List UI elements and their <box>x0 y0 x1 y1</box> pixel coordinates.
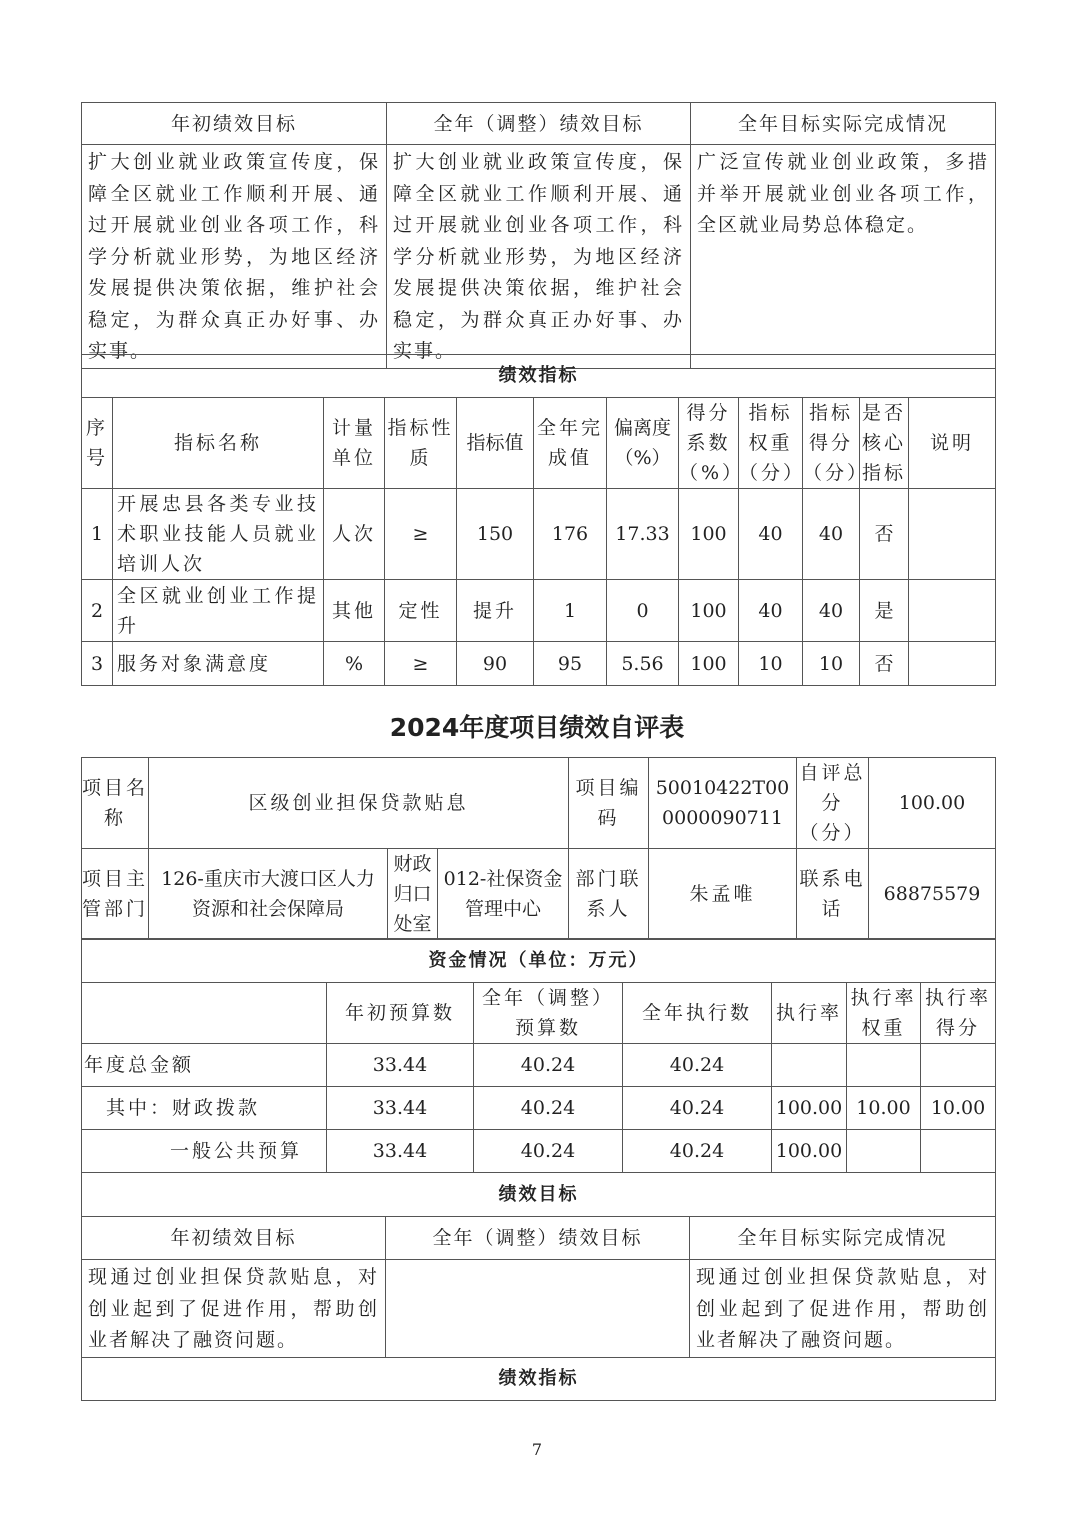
funds-row-rate <box>772 1044 847 1087</box>
row-target: 提升 <box>457 580 534 642</box>
goal-initial-text: 扩大创业就业政策宣传度，保障全区就业工作顺利开展、通过开展就业创业各项工作，科学分析就业形势，为地区经济发展提供决策依据，维护社会稳定，为群众真正办好事、办实事。 <box>82 145 387 369</box>
office-value: 012-社保资金管理中心 <box>438 849 569 940</box>
project-code-label: 项目编码 <box>569 758 649 849</box>
row-note <box>909 642 996 686</box>
row-name: 全区就业创业工作提升 <box>113 580 324 642</box>
funds-row-score: 10.00 <box>921 1087 996 1130</box>
dept-label: 项目主管部门 <box>82 849 149 940</box>
funds-header-blank <box>82 983 327 1044</box>
row-target: 90 <box>457 642 534 686</box>
row-unit: 其他 <box>324 580 385 642</box>
project-code: 50010422T000000090711 <box>649 758 797 849</box>
row-seq: 3 <box>82 642 113 686</box>
funds-row-executed: 40.24 <box>623 1087 772 1130</box>
self-eval-total-label: 自评总分（分） <box>797 758 869 849</box>
funds-row-label: 其中：财政拨款 <box>82 1087 327 1130</box>
phone-value: 68875579 <box>869 849 996 940</box>
project-name: 区级创业担保贷款贴息 <box>149 758 569 849</box>
funds-row-initial: 33.44 <box>327 1130 474 1173</box>
row-weight: 10 <box>739 642 803 686</box>
col-header-unit: 计量单位 <box>324 398 385 489</box>
col-header-name: 指标名称 <box>113 398 324 489</box>
row-name: 开展忠县各类专业技术职业技能人员就业培训人次 <box>113 489 324 580</box>
bottom-goals-table <box>81 1172 996 1401</box>
contact-label: 部门联系人 <box>569 849 649 940</box>
row-actual: 176 <box>534 489 607 580</box>
funds-row-initial: 33.44 <box>327 1044 474 1087</box>
funds-header-initial: 年初预算数 <box>327 983 474 1044</box>
funds-row-score <box>921 1130 996 1173</box>
goal-header-adjusted: 全年（调整）绩效目标 <box>386 1217 690 1260</box>
goal-actual-text: 现通过创业担保贷款贴息，对创业起到了促进作用，帮助创业者解决了融资问题。 <box>690 1260 996 1358</box>
row-nature: 定性 <box>385 580 457 642</box>
row-actual: 95 <box>534 642 607 686</box>
top-goals-table <box>81 102 996 369</box>
goal-header-adjusted: 全年（调整）绩效目标 <box>387 103 691 145</box>
goal-header-initial: 年初绩效目标 <box>82 103 387 145</box>
table-row <box>82 580 996 642</box>
row-weight: 40 <box>739 580 803 642</box>
funds-row-rate: 100.00 <box>772 1130 847 1173</box>
goals-section-title: 绩效目标 <box>82 1173 996 1217</box>
funds-row-rate: 100.00 <box>772 1087 847 1130</box>
funds-section-title: 资金情况（单位：万元） <box>82 939 996 983</box>
funds-row-adjusted: 40.24 <box>474 1087 623 1130</box>
col-header-deviation: 偏离度（%） <box>607 398 679 489</box>
row-coef: 100 <box>679 642 739 686</box>
funds-row-adjusted: 40.24 <box>474 1044 623 1087</box>
col-header-nature: 指标性质 <box>385 398 457 489</box>
row-weight: 40 <box>739 489 803 580</box>
row-unit: % <box>324 642 385 686</box>
col-header-note: 说明 <box>909 398 996 489</box>
table-row <box>82 489 996 580</box>
row-actual: 1 <box>534 580 607 642</box>
table-row <box>82 1044 996 1087</box>
row-nature: ≥ <box>385 642 457 686</box>
row-seq: 1 <box>82 489 113 580</box>
goal-header-actual: 全年目标实际完成情况 <box>690 1217 996 1260</box>
col-header-score: 指标得分（分） <box>803 398 860 489</box>
funds-row-adjusted: 40.24 <box>474 1130 623 1173</box>
funds-header-adjusted: 全年（调整）预算数 <box>474 983 623 1044</box>
goal-adjusted-text <box>386 1260 690 1358</box>
row-deviation: 0 <box>607 580 679 642</box>
goal-header-actual: 全年目标实际完成情况 <box>691 103 996 145</box>
row-unit: 人次 <box>324 489 385 580</box>
funds-header-executed: 全年执行数 <box>623 983 772 1044</box>
funds-row-label: 一般公共预算 <box>82 1130 327 1173</box>
table-row <box>82 642 996 686</box>
funds-table <box>81 938 996 1173</box>
funds-row-score <box>921 1044 996 1087</box>
funds-header-score: 执行率得分 <box>921 983 996 1044</box>
contact-value: 朱孟唯 <box>649 849 797 940</box>
row-deviation: 17.33 <box>607 489 679 580</box>
funds-row-label: 年度总金额 <box>82 1044 327 1087</box>
goal-adjusted-text: 扩大创业就业政策宣传度，保障全区就业工作顺利开展、通过开展就业创业各项工作，科学分析就业形势，为地区经济发展提供决策依据，维护社会稳定，为群众真正办好事、办实事。 <box>387 145 691 369</box>
funds-header-weight: 执行率权重 <box>847 983 921 1044</box>
col-header-actual: 全年完成值 <box>534 398 607 489</box>
funds-header-rate: 执行率 <box>772 983 847 1044</box>
col-header-target: 指标值 <box>457 398 534 489</box>
row-seq: 2 <box>82 580 113 642</box>
project-name-label: 项目名称 <box>82 758 149 849</box>
funds-row-executed: 40.24 <box>623 1130 772 1173</box>
self-eval-total: 100.00 <box>869 758 996 849</box>
row-score: 40 <box>803 489 860 580</box>
phone-label: 联系电话 <box>797 849 869 940</box>
row-name: 服务对象满意度 <box>113 642 324 686</box>
office-label: 财政归口处室 <box>388 849 438 940</box>
row-score: 10 <box>803 642 860 686</box>
row-note <box>909 580 996 642</box>
row-note <box>909 489 996 580</box>
indicators-section-title: 绩效指标 <box>82 355 996 398</box>
table-row <box>82 1130 996 1173</box>
goal-header-initial: 年初绩效目标 <box>82 1217 386 1260</box>
row-core: 是 <box>860 580 909 642</box>
funds-row-weight: 10.00 <box>847 1087 921 1130</box>
row-deviation: 5.56 <box>607 642 679 686</box>
col-header-seq: 序号 <box>82 398 113 489</box>
row-nature: ≥ <box>385 489 457 580</box>
col-header-weight: 指标权重（分） <box>739 398 803 489</box>
funds-row-initial: 33.44 <box>327 1087 474 1130</box>
page-number: 7 <box>531 1440 543 1459</box>
row-coef: 100 <box>679 489 739 580</box>
row-target: 150 <box>457 489 534 580</box>
goal-actual-text: 广泛宣传就业创业政策，多措并举开展就业创业各项工作，全区就业局势总体稳定。 <box>691 145 996 369</box>
col-header-coef: 得分系数（%） <box>679 398 739 489</box>
project-info-table <box>81 757 996 940</box>
funds-row-weight <box>847 1044 921 1087</box>
row-coef: 100 <box>679 580 739 642</box>
goal-initial-text: 现通过创业担保贷款贴息，对创业起到了促进作用，帮助创业者解决了融资问题。 <box>82 1260 386 1358</box>
indicators-section-title: 绩效指标 <box>82 1357 996 1400</box>
funds-row-weight <box>847 1130 921 1173</box>
top-indicators-table <box>81 354 996 686</box>
row-core: 否 <box>860 642 909 686</box>
page-title: 2024年度项目绩效自评表 <box>389 713 685 742</box>
row-score: 40 <box>803 580 860 642</box>
col-header-core: 是否核心指标 <box>860 398 909 489</box>
funds-row-executed: 40.24 <box>623 1044 772 1087</box>
row-core: 否 <box>860 489 909 580</box>
dept-value: 126-重庆市大渡口区人力资源和社会保障局 <box>149 849 388 940</box>
table-row <box>82 1087 996 1130</box>
